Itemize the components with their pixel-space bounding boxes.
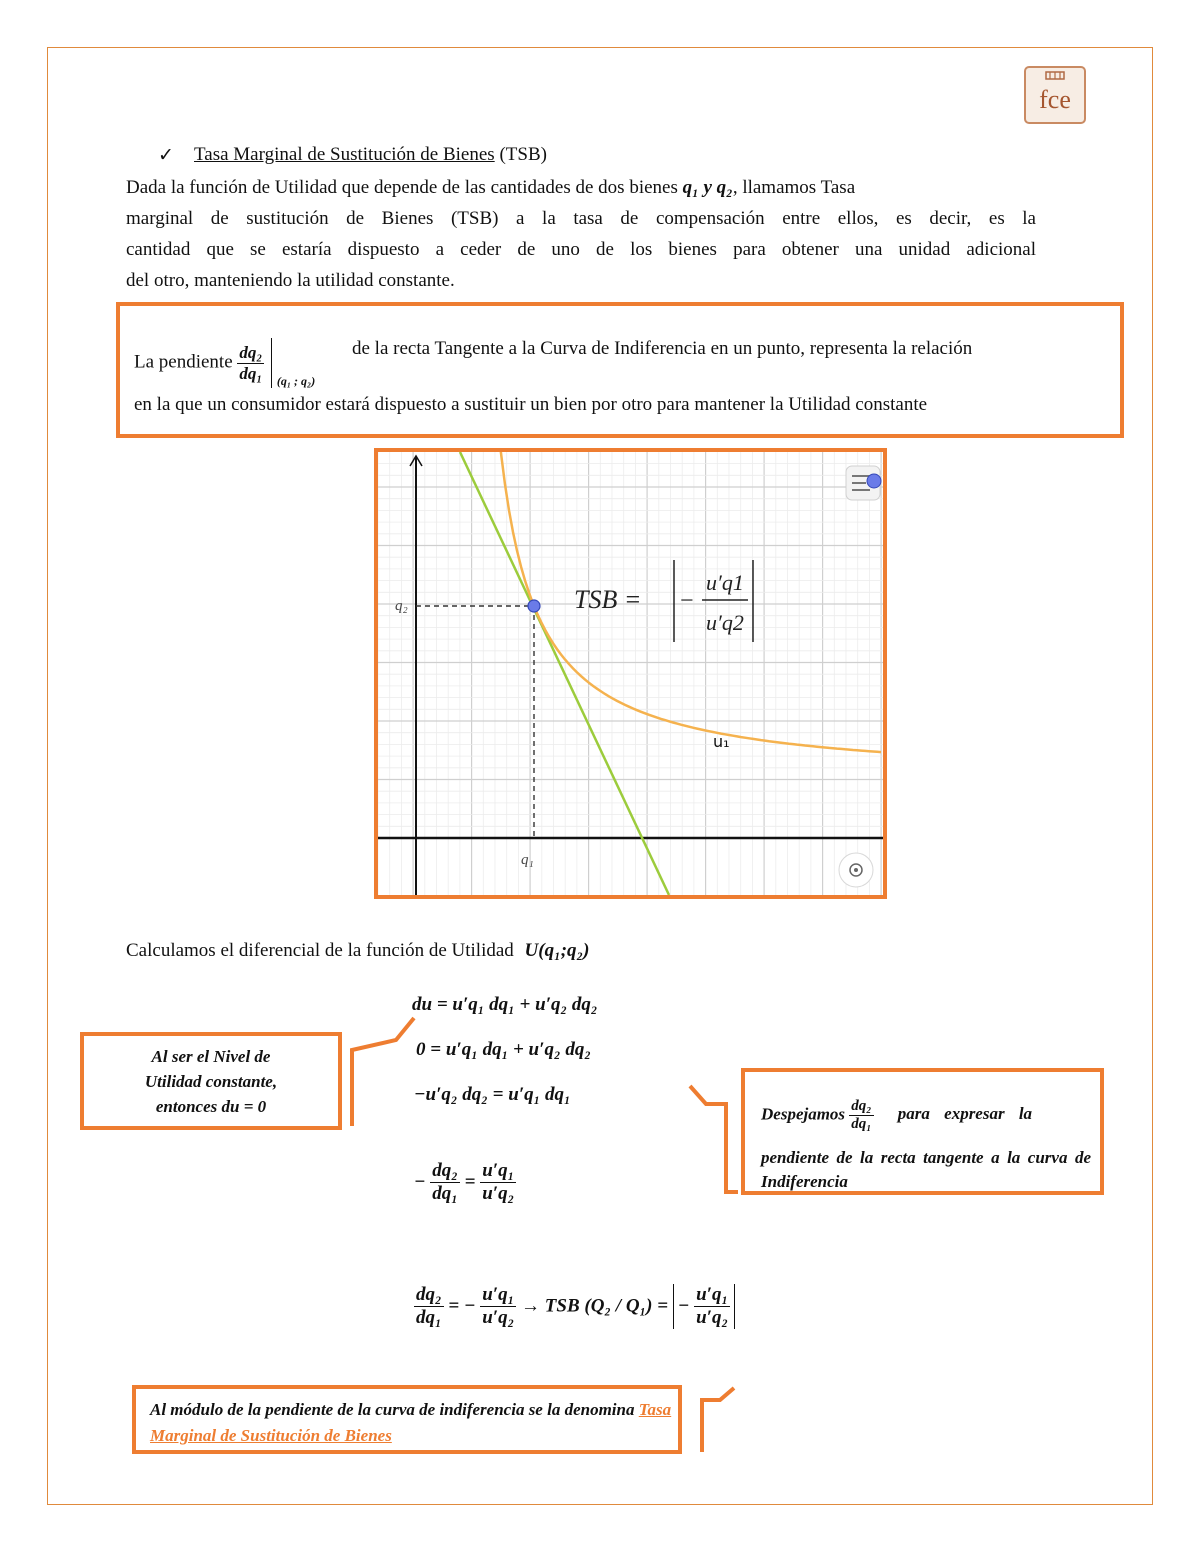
svg-text:fce: fce	[1039, 85, 1071, 114]
equation-4: − $\frac{\text{dq₂}}{\text{dq₁}}$ = $\frac{\text{u′q₁}}{\text{u′q₂}}$	[414, 1160, 515, 1204]
paragraph-line-4: del otro, manteniendo la utilidad constante.	[126, 270, 455, 291]
definition-suffix: de la recta Tangente a la Curva de Indiferencia en un punto, representa la relación	[352, 338, 973, 359]
equation-2: 0 = u′q₁ dq₁ + u′q₂ dq₂	[416, 1039, 591, 1060]
calc-intro: Calculamos el diferencial de la función de Utilidad U(q₁;q₂)	[126, 940, 590, 961]
equation-1: du = u′q₁ dq₁ + u′q₂ dq₂	[412, 994, 598, 1015]
x-point-label: q₁	[521, 852, 534, 868]
curve-label: u₁	[713, 732, 730, 751]
heading-title: Tasa Marginal de Sustitución de Bienes	[194, 144, 495, 165]
formula-lhs: TSB =	[574, 585, 642, 614]
note-definition: Al módulo de la pendiente de la curva de indiferencia se la denomina Tasa Marginal de Sustitución de Bienes	[132, 1385, 682, 1454]
y-point-label: q₂	[395, 598, 408, 614]
equation-5: $\frac{\text{dq₂}}{\text{dq₁}}$ = − $\frac{\text{u′q₁}}{\text{u′q₂}}$ → TSB (Q₂ / Q₁) = − $\frac{\text{u′q₁}}{\text{u′q₂}}$	[414, 1284, 735, 1329]
formula-numerator: u′q1	[706, 570, 744, 595]
heading-abbr: (TSB)	[499, 144, 547, 165]
equation-3: −u′q₂ dq₂ = u′q₁ dq₁	[414, 1084, 571, 1105]
note-slope: Despejamos $\frac{\text{dq₂}}{\text{dq₁}}$ para expresar la pendiente de la recta tangente a la curva de Indiferencia	[741, 1068, 1104, 1195]
tsb-link[interactable]: Tasa Marginal de Sustitución de Bienes	[150, 1400, 672, 1445]
paragraph-line-2: marginal de sustitución de Bienes (TSB) a la tasa de compensación entre ellos, es decir, es la	[126, 208, 1036, 229]
definition-prefix: La pendiente $\frac{\text{dq₂}}{\text{dq₁}}$ $_{(q_1 ; q_2)}$	[134, 338, 315, 388]
checkmark-icon: ✓	[158, 145, 174, 166]
svg-text:−: −	[680, 588, 694, 614]
note-constant-utility: Al ser el Nivel de Utilidad constante, entonces du = 0	[80, 1032, 342, 1130]
definition-line-2: en la que un consumidor estará dispuesto a sustituir un bien por otro para mantener la Utilidad constante	[134, 394, 928, 415]
formula-denominator: u′q2	[706, 610, 744, 635]
paragraph-line-3: cantidad que se estaría dispuesto a ceder de uno de los bienes para obtener una unidad adicional	[126, 239, 1036, 260]
paragraph-line-1: Dada la función de Utilidad que depende de las cantidades de dos bienes q₁ y q₂, llamamos Tasa	[126, 177, 856, 198]
